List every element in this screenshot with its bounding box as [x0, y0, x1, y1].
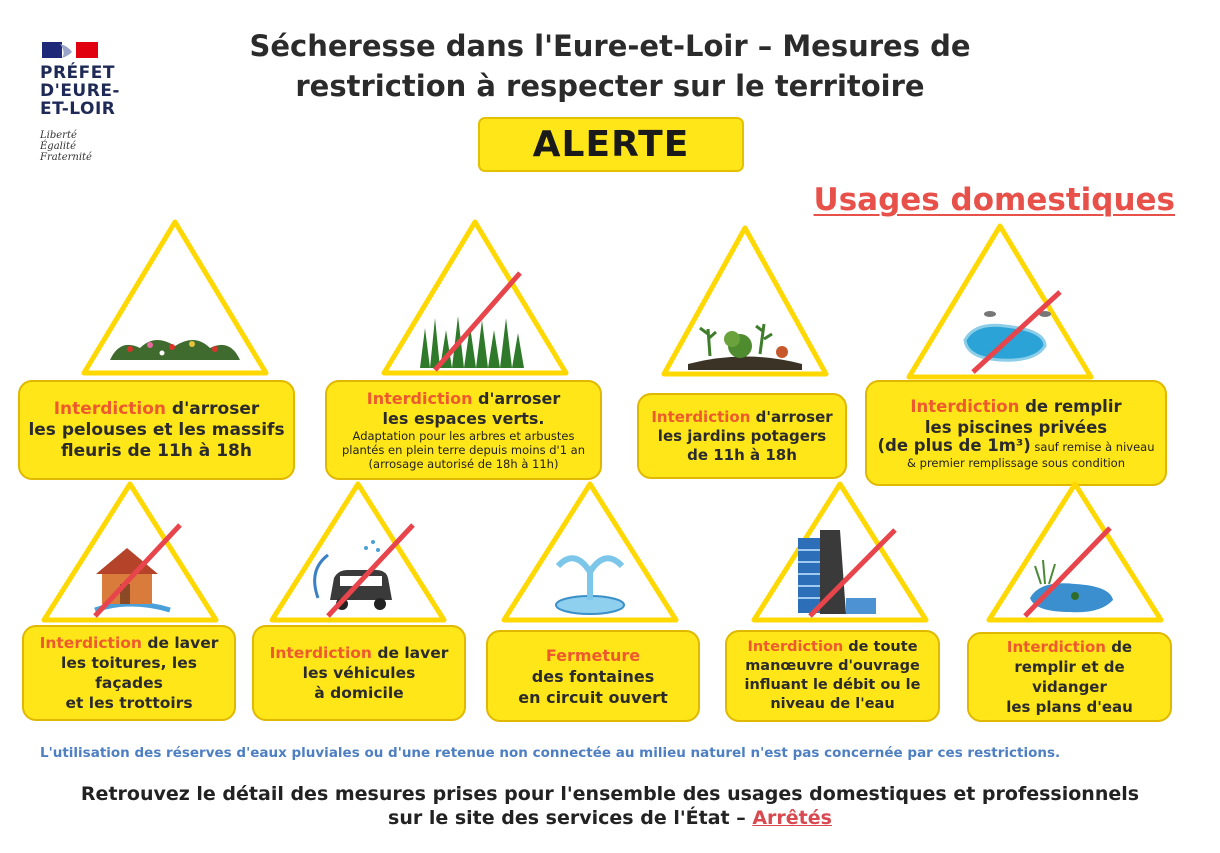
- measure-card-dams: [725, 630, 940, 722]
- measure-text: fleuris de 11h à 18h: [61, 440, 252, 461]
- measure-text: de toute: [843, 639, 918, 655]
- measure-text: (de plus de 1m³): [877, 436, 1031, 455]
- measure-text: des fontaines: [531, 666, 655, 686]
- measure-text: les jardins potagers: [657, 426, 827, 445]
- measure-keyword: Interdiction: [747, 639, 844, 655]
- measure-card-pools: [865, 380, 1167, 486]
- measure-text: de laver: [141, 634, 219, 652]
- warning-triangle: [500, 480, 680, 625]
- measure-text: influant le débit ou le: [744, 677, 921, 693]
- measure-keyword: Fermeture: [545, 645, 641, 665]
- measure-text: à domicile: [314, 684, 404, 702]
- measure-text: niveau de l'eau: [770, 696, 895, 712]
- measure-text: les espaces verts.: [382, 409, 545, 428]
- warning-triangle: [380, 218, 570, 378]
- measure-text: remplir et de vidanger: [1014, 658, 1125, 696]
- measure-keyword: Interdiction: [1006, 638, 1106, 656]
- page-title: [200, 26, 1020, 106]
- arretes-link[interactable]: Arrêtés: [752, 807, 832, 829]
- measure-card-roofs: [22, 625, 236, 721]
- footer-line-2: sur le site des services de l'État –: [388, 807, 753, 829]
- measure-text: et les trottoirs: [65, 694, 193, 712]
- warning-triangle: [985, 480, 1165, 625]
- measure-text: les plans d'eau: [1006, 698, 1133, 716]
- footer-line-1: Retrouvez le détail des mesures prises pour l'ensemble des usages domestiques et professionnels: [80, 783, 1140, 805]
- measure-keyword: Interdiction: [53, 398, 167, 419]
- marianne-logo-icon: [42, 40, 98, 60]
- measure-text: de 11h à 18h: [687, 445, 797, 464]
- alert-level-badge: ALERTE: [478, 117, 744, 172]
- measure-text: les toitures, les façades: [61, 654, 197, 692]
- measure-text: d'arroser: [750, 407, 833, 426]
- measure-card-lawns: [18, 380, 295, 480]
- warning-triangle: [80, 218, 270, 378]
- measure-card-vegetable-gardens: [637, 393, 847, 479]
- measure-card-fountains: [486, 630, 700, 722]
- measure-note: sauf remise à niveau & premier remplissage sous condition: [907, 440, 1155, 470]
- warning-triangle: [750, 480, 930, 625]
- measure-text: de laver: [371, 644, 449, 662]
- measure-text: de remplir: [1019, 397, 1122, 416]
- measure-card-green-spaces: [325, 380, 602, 480]
- section-heading: Usages domestiques: [813, 182, 1175, 218]
- measure-keyword: Interdiction: [269, 644, 372, 662]
- measure-text: les pelouses et les massifs: [28, 419, 285, 440]
- warning-triangle: [660, 224, 830, 380]
- measure-text: en circuit ouvert: [518, 687, 668, 707]
- measure-text: d'arroser: [166, 398, 260, 419]
- measure-text: les piscines privées: [924, 418, 1108, 437]
- rainwater-exemption-note: L'utilisation des réserves d'eaux pluviales ou d'une retenue non connectée au milieu naturel n'est pas concernée par ces restrictions.: [40, 745, 1061, 761]
- measure-text: manœuvre d'ouvrage: [745, 658, 920, 674]
- prefet-label: PRÉFET D'EURE- ET-LOIR: [40, 63, 120, 119]
- warning-triangle: [268, 480, 448, 625]
- footer-text: [0, 782, 1220, 830]
- measure-card-ponds: [967, 632, 1172, 722]
- measure-text: d'arroser: [472, 389, 561, 408]
- measure-text: les véhicules: [302, 664, 416, 682]
- measure-keyword: Interdiction: [651, 407, 751, 426]
- measure-keyword: Interdiction: [910, 397, 1020, 416]
- measure-keyword: Interdiction: [39, 634, 142, 652]
- title-line-1: Sécheresse dans l'Eure-et-Loir – Mesures de: [249, 29, 971, 63]
- measure-text: de: [1105, 638, 1133, 656]
- republic-motto: Liberté Égalité Fraternité: [40, 130, 92, 163]
- warning-triangle: [40, 480, 220, 625]
- measure-card-vehicles: [252, 625, 466, 721]
- title-line-2: restriction à respecter sur le territoire: [295, 69, 925, 103]
- warning-triangle: [905, 222, 1095, 382]
- measure-keyword: Interdiction: [366, 389, 473, 408]
- measure-note: Adaptation pour les arbres et arbustes plantés en plein terre depuis moins d'1 an (arrosage autorisé de 18h à 11h): [341, 429, 586, 471]
